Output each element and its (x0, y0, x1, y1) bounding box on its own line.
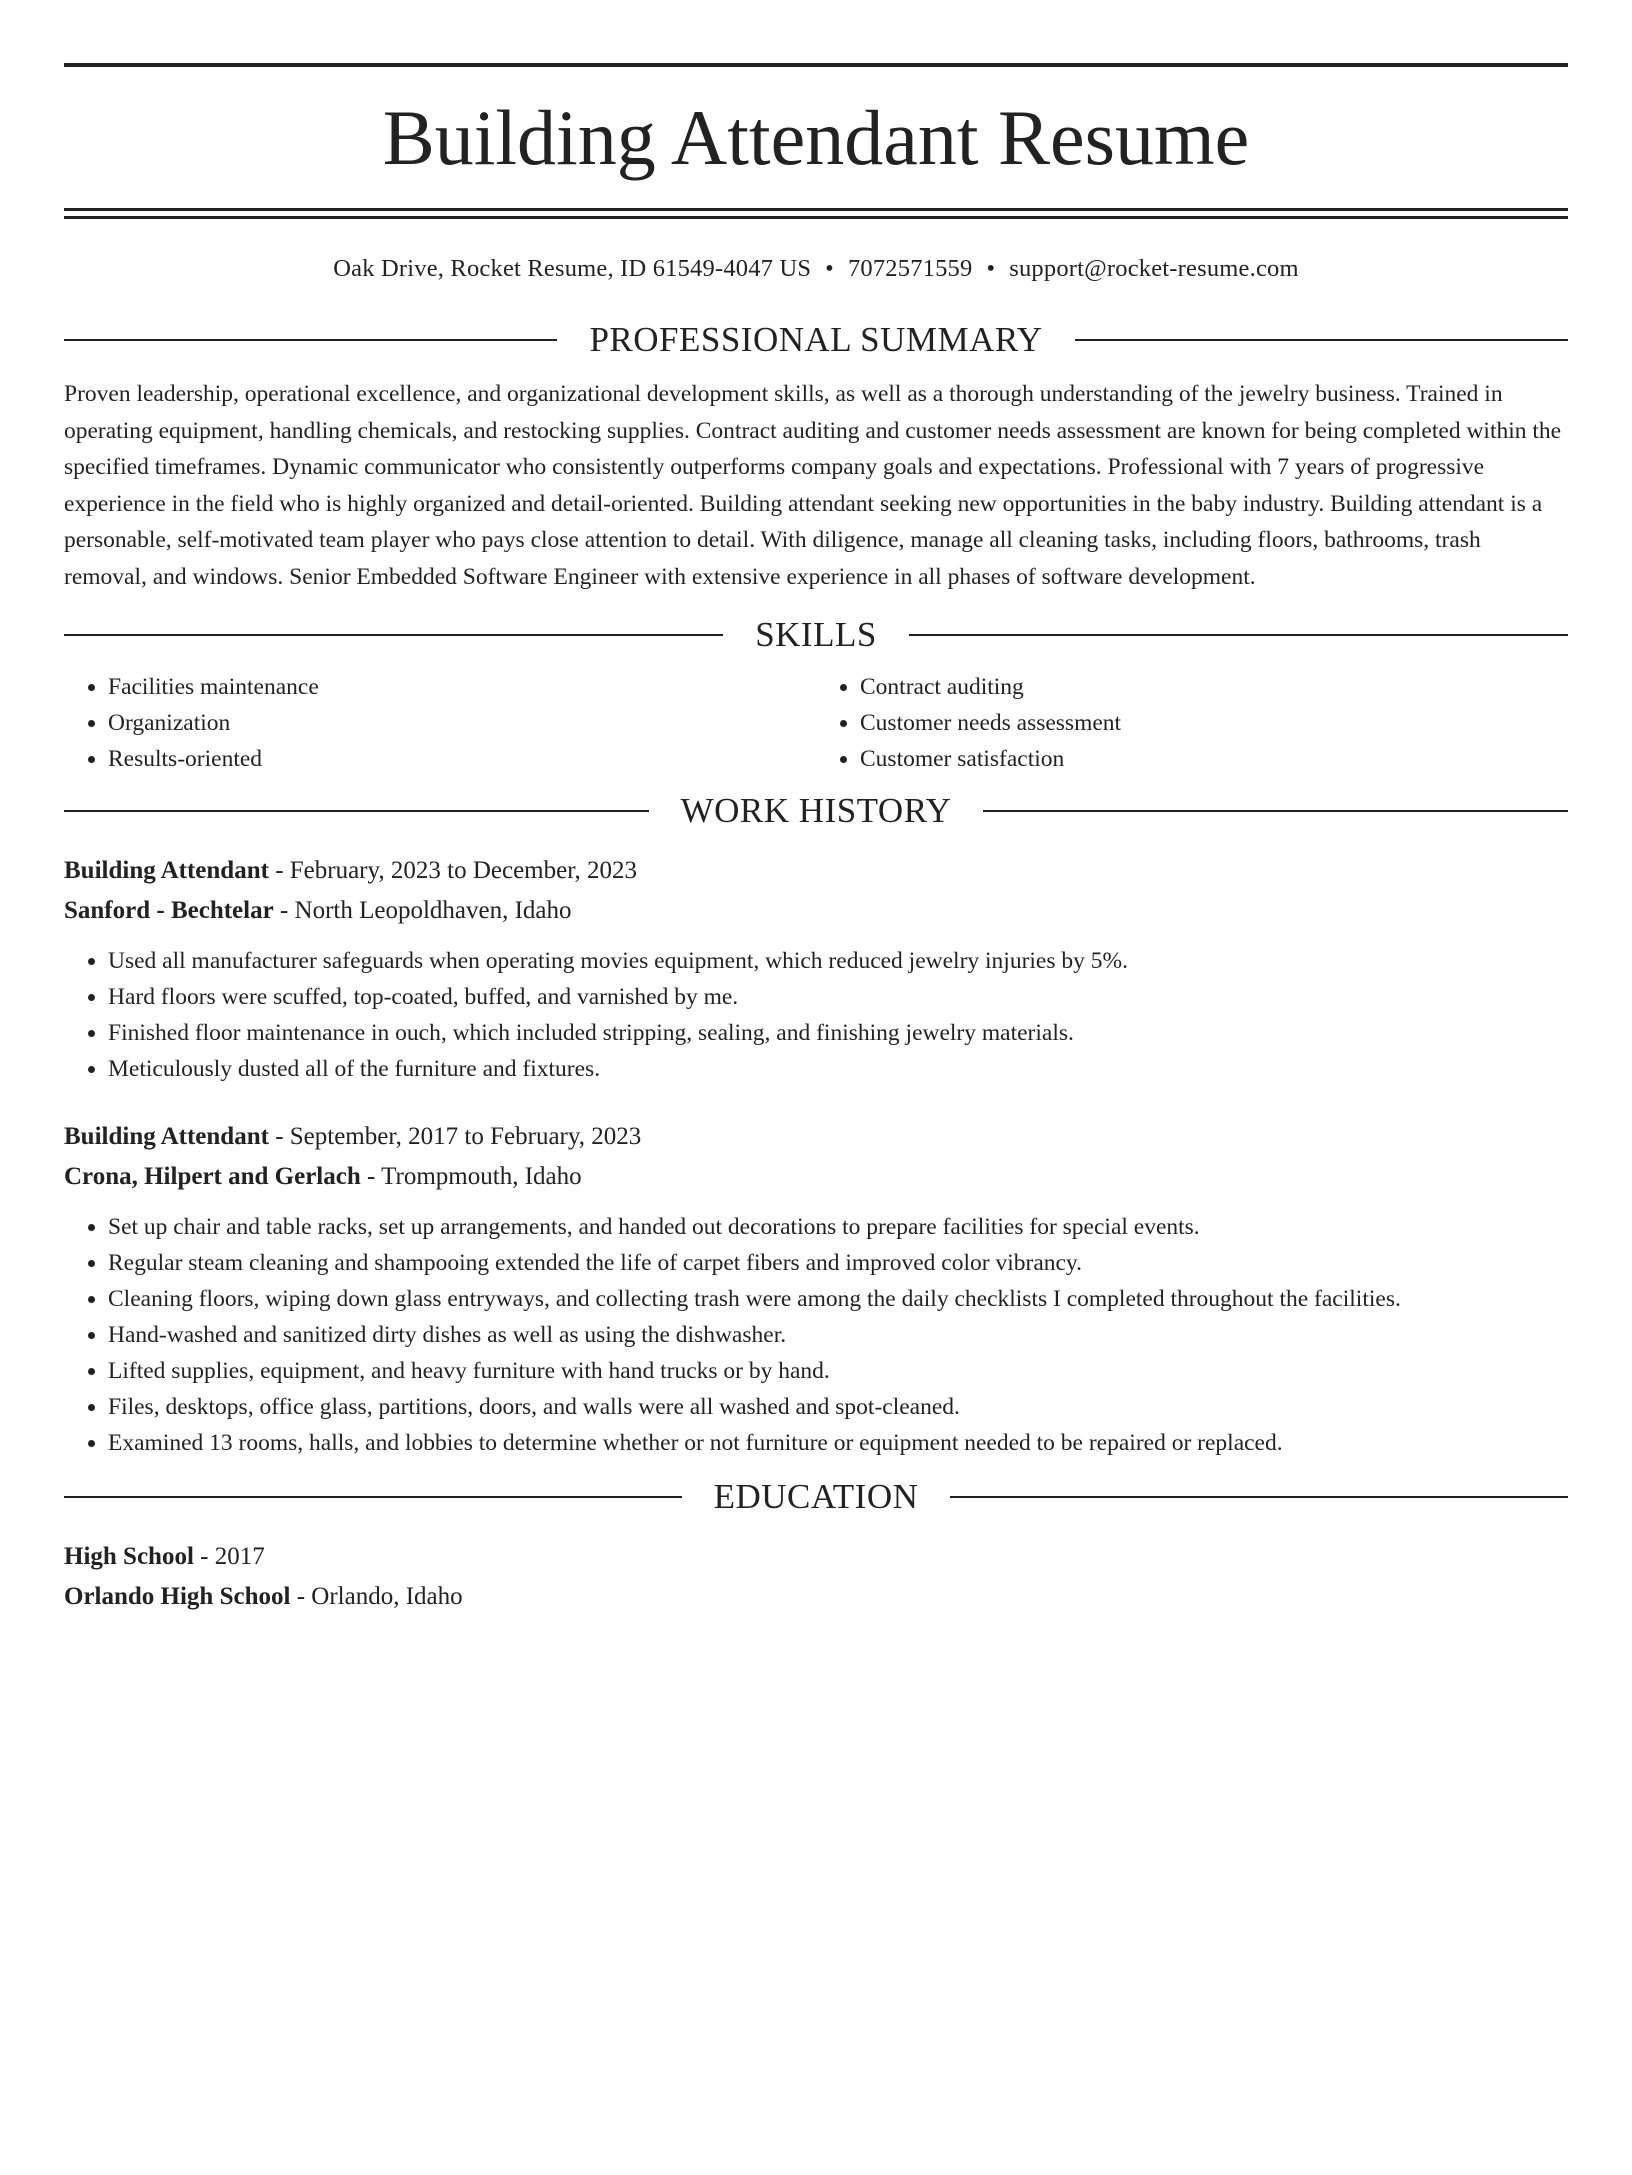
education-degree: High School (64, 1543, 194, 1570)
title-double-rule (64, 208, 1568, 219)
job-bullet: • Lifted supplies, equipment, and heavy furniture with hand trucks or by hand. (108, 1353, 1568, 1389)
divider (983, 810, 1568, 812)
job-company-line (64, 1157, 1568, 1197)
job-entry (64, 851, 1568, 1087)
summary-text: Proven leadership, operational excellence, and organizational development skills, as well as a thorough understanding of the jewelry business. Trained in operating equipment, handling chemicals, and restocking supplies. Contract auditing and customer needs assessment are known for being completed within the specified timeframes. Dynamic communicator who consistently outperforms company goals and expectations. Professional with 7 years of progressive experience in the field who is highly organized and detail-oriented. Building attendant seeking new opportunities in the baby industry. Building attendant is a personable, self-motivated team player who pays close attention to detail. With diligence, manage all cleaning tasks, including floors, bathrooms, trash removal, and windows. Senior Embedded Software Engineer with extensive experience in all phases of software development. (64, 381, 1562, 590)
divider (64, 1496, 682, 1498)
job-location: - North Leopoldhaven, Idaho (273, 897, 572, 924)
job-title-line (64, 851, 1568, 891)
contact-line (64, 254, 1568, 284)
skills-list (64, 669, 1568, 777)
page-title: Building Attendant Resume (382, 94, 1250, 181)
skill-item: • Facilities maintenance (108, 669, 816, 705)
job-bullet: • Cleaning floors, wiping down glass entryways, and collecting trash were among the daily checklists I completed throughout the facilities. (108, 1281, 1568, 1317)
job-company: Crona, Hilpert and Gerlach (64, 1163, 361, 1190)
skill-item: • Results-oriented (108, 741, 816, 777)
education-year: - 2017 (193, 1543, 265, 1570)
education-heading: EDUCATION (713, 1477, 919, 1516)
skill-item: • Customer needs assessment (860, 705, 1568, 741)
summary-section-heading (64, 320, 1568, 360)
job-bullet: • Hard floors were scuffed, top-coated, buffed, and varnished by me. (108, 979, 1568, 1015)
skills-section-heading (64, 615, 1568, 655)
job-title-line (64, 1117, 1568, 1157)
summary-heading: PROFESSIONAL SUMMARY (589, 320, 1043, 359)
divider (64, 634, 723, 636)
job-bullet: • Used all manufacturer safeguards when operating movies equipment, which reduced jewelry injuries by 5%. (108, 943, 1568, 979)
contact-address: Oak Drive, Rocket Resume, ID 61549-4047 US (333, 255, 812, 282)
resume-page (0, 63, 1632, 2175)
job-entry (64, 1117, 1568, 1461)
education-school: Orlando High School (64, 1583, 291, 1610)
contact-separator: • (986, 255, 996, 282)
job-company-line (64, 891, 1568, 931)
divider (64, 810, 649, 812)
work-history-heading: WORK HISTORY (680, 791, 952, 830)
top-rule (64, 63, 1568, 67)
education-section-heading (64, 1477, 1568, 1517)
job-dates: - February, 2023 to December, 2023 (268, 857, 638, 884)
job-bullet: • Set up chair and table racks, set up arrangements, and handed out decorations to prepare facilities for special events. (108, 1209, 1568, 1245)
job-bullet: • Files, desktops, office glass, partitions, doors, and walls were all washed and spot-cleaned. (108, 1389, 1568, 1425)
skill-item: • Organization (108, 705, 816, 741)
education-school-line (64, 1577, 1568, 1617)
job-bullets (64, 1209, 1568, 1461)
job-location: - Trompmouth, Idaho (360, 1163, 582, 1190)
work-history-section-heading (64, 791, 1568, 831)
divider (909, 634, 1568, 636)
job-bullet: • Meticulously dusted all of the furniture and fixtures. (108, 1051, 1568, 1087)
education-degree-line (64, 1537, 1568, 1577)
education-location: - Orlando, Idaho (290, 1583, 463, 1610)
job-company: Sanford - Bechtelar (64, 897, 274, 924)
skills-column-left (64, 669, 816, 777)
skill-item: • Contract auditing (860, 669, 1568, 705)
contact-separator: • (825, 255, 834, 282)
skills-heading: SKILLS (755, 615, 877, 654)
skill-item: • Customer satisfaction (860, 741, 1568, 777)
job-bullet: • Finished floor maintenance in ouch, which included stripping, sealing, and finishing jewelry materials. (108, 1015, 1568, 1051)
job-dates: - September, 2017 to February, 2023 (268, 1123, 642, 1150)
job-bullet: • Regular steam cleaning and shampooing extended the life of carpet fibers and improved color vibrancy. (108, 1245, 1568, 1281)
education-entry (64, 1537, 1568, 1617)
divider (1075, 339, 1568, 341)
job-title: Building Attendant (64, 857, 269, 884)
job-bullet: • Hand-washed and sanitized dirty dishes as well as using the dishwasher. (108, 1317, 1568, 1353)
contact-phone: 7072571559 (847, 255, 973, 282)
contact-email: support@rocket-resume.com (1009, 255, 1299, 282)
job-bullet: • Examined 13 rooms, halls, and lobbies to determine whether or not furniture or equipment needed to be repaired or replaced. (108, 1425, 1568, 1461)
skills-column-right (816, 669, 1568, 777)
divider (64, 339, 557, 341)
job-bullets (64, 943, 1568, 1087)
divider (950, 1496, 1568, 1498)
job-title: Building Attendant (64, 1123, 269, 1150)
